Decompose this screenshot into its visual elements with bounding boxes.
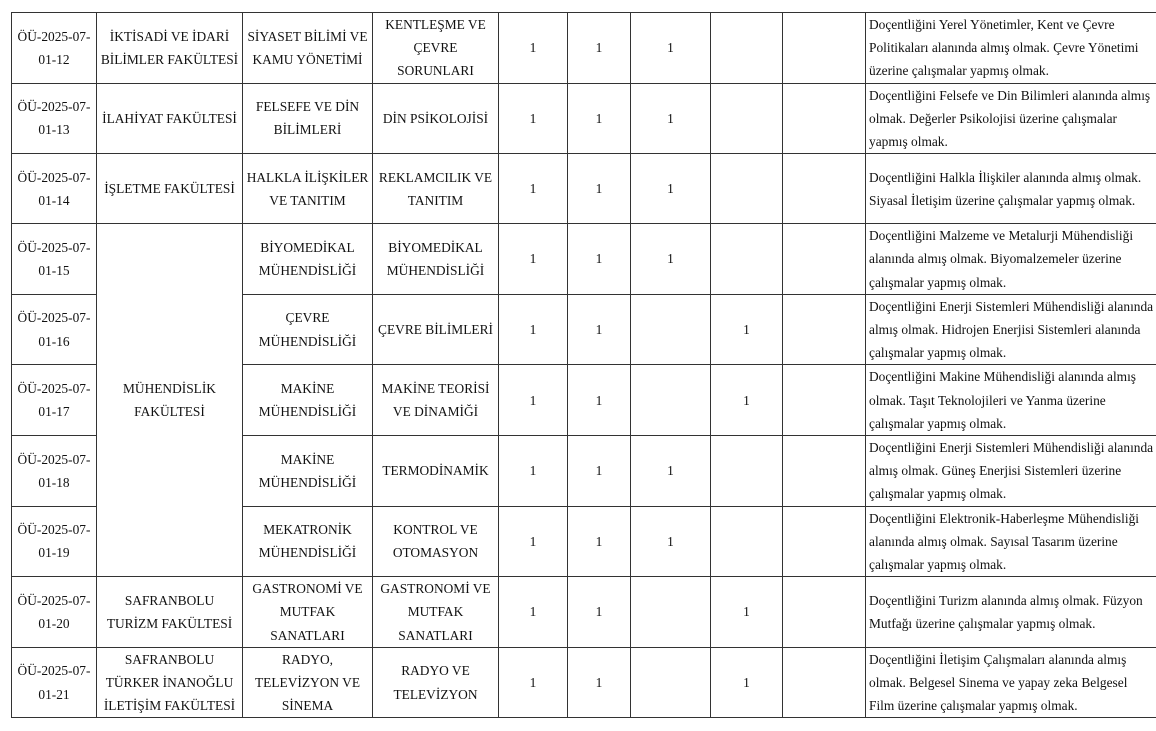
department-cell: RADYO, TELEVİZYON VE SİNEMA [243, 647, 373, 718]
faculty-cell: SAFRANBOLU TÜRKER İNANOĞLU İLETİŞİM FAKÜLTESİ [97, 647, 243, 718]
code-cell: ÖÜ-2025-07-01-17 [12, 365, 97, 436]
count-cell-4: 1 [711, 294, 783, 365]
department-cell: GASTRONOMİ VE MUTFAK SANATLARI [243, 577, 373, 648]
count-cell-5 [783, 224, 866, 295]
count-cell-2: 1 [568, 13, 631, 84]
table-row [12, 13, 1156, 84]
count-cell-1: 1 [499, 577, 568, 648]
count-cell-2: 1 [568, 365, 631, 436]
field-cell: REKLAMCILIK VE TANITIM [373, 154, 499, 224]
requirement-cell: Doçentliğini Makine Mühendisliği alanında almış olmak. Taşıt Teknolojileri ve Yanma üzerine çalışmalar yapmış olmak. [866, 365, 1156, 436]
table-row [12, 577, 1156, 648]
field-cell: RADYO VE TELEVİZYON [373, 647, 499, 718]
code-cell: ÖÜ-2025-07-01-20 [12, 577, 97, 648]
department-cell: BİYOMEDİKAL MÜHENDİSLİĞİ [243, 224, 373, 295]
positions-table [11, 12, 1156, 718]
table-row [12, 647, 1156, 718]
count-cell-5 [783, 83, 866, 154]
count-cell-4 [711, 506, 783, 577]
faculty-cell: İLAHİYAT FAKÜLTESİ [97, 83, 243, 154]
count-cell-4 [711, 224, 783, 295]
field-cell: GASTRONOMİ VE MUTFAK SANATLARI [373, 577, 499, 648]
count-cell-2: 1 [568, 83, 631, 154]
count-cell-3: 1 [631, 224, 711, 295]
code-cell: ÖÜ-2025-07-01-12 [12, 13, 97, 84]
code-cell: ÖÜ-2025-07-01-21 [12, 647, 97, 718]
count-cell-1: 1 [499, 294, 568, 365]
table-row [12, 83, 1156, 154]
requirement-cell: Doçentliğini Malzeme ve Metalurji Mühendisliği alanında almış olmak. Biyomalzemeler üzerine çalışmalar yapmış olmak. [866, 224, 1156, 295]
count-cell-4 [711, 436, 783, 507]
count-cell-4: 1 [711, 577, 783, 648]
code-cell: ÖÜ-2025-07-01-15 [12, 224, 97, 295]
count-cell-2: 1 [568, 436, 631, 507]
count-cell-5 [783, 577, 866, 648]
faculty-cell: MÜHENDİSLİK FAKÜLTESİ [97, 224, 243, 577]
count-cell-1: 1 [499, 154, 568, 224]
field-cell: ÇEVRE BİLİMLERİ [373, 294, 499, 365]
department-cell: FELSEFE VE DİN BİLİMLERİ [243, 83, 373, 154]
count-cell-3 [631, 294, 711, 365]
count-cell-4 [711, 154, 783, 224]
code-cell: ÖÜ-2025-07-01-16 [12, 294, 97, 365]
faculty-cell: İKTİSADİ VE İDARİ BİLİMLER FAKÜLTESİ [97, 13, 243, 84]
count-cell-2: 1 [568, 154, 631, 224]
count-cell-4 [711, 13, 783, 84]
field-cell: BİYOMEDİKAL MÜHENDİSLİĞİ [373, 224, 499, 295]
count-cell-1: 1 [499, 83, 568, 154]
count-cell-3: 1 [631, 436, 711, 507]
count-cell-5 [783, 13, 866, 84]
count-cell-2: 1 [568, 577, 631, 648]
count-cell-5 [783, 154, 866, 224]
requirement-cell: Doçentliğini Enerji Sistemleri Mühendisliği alanında almış olmak. Hidrojen Enerjisi Sistemleri alanında çalışmalar yapmış olmak. [866, 294, 1156, 365]
count-cell-5 [783, 365, 866, 436]
field-cell: KENTLEŞME VE ÇEVRE SORUNLARI [373, 13, 499, 84]
field-cell: MAKİNE TEORİSİ VE DİNAMİĞİ [373, 365, 499, 436]
department-cell: SİYASET BİLİMİ VE KAMU YÖNETİMİ [243, 13, 373, 84]
count-cell-3 [631, 365, 711, 436]
count-cell-3: 1 [631, 83, 711, 154]
department-cell: MEKATRONİK MÜHENDİSLİĞİ [243, 506, 373, 577]
code-cell: ÖÜ-2025-07-01-19 [12, 506, 97, 577]
requirement-cell: Doçentliğini Elektronik-Haberleşme Mühendisliği alanında almış olmak. Sayısal Tasarım üzerine çalışmalar yapmış olmak. [866, 506, 1156, 577]
code-cell: ÖÜ-2025-07-01-13 [12, 83, 97, 154]
faculty-cell: İŞLETME FAKÜLTESİ [97, 154, 243, 224]
count-cell-1: 1 [499, 436, 568, 507]
count-cell-3: 1 [631, 154, 711, 224]
count-cell-2: 1 [568, 224, 631, 295]
requirement-cell: Doçentliğini Yerel Yönetimler, Kent ve Çevre Politikaları alanında almış olmak. Çevre Yönetimi üzerine çalışmalar yapmış olmak. [866, 13, 1156, 84]
code-cell: ÖÜ-2025-07-01-18 [12, 436, 97, 507]
requirement-cell: Doçentliğini İletişim Çalışmaları alanında almış olmak. Belgesel Sinema ve yapay zeka Belgesel Film üzerine çalışmalar yapmış olmak. [866, 647, 1156, 718]
field-cell: DİN PSİKOLOJİSİ [373, 83, 499, 154]
field-cell: KONTROL VE OTOMASYON [373, 506, 499, 577]
count-cell-5 [783, 294, 866, 365]
count-cell-1: 1 [499, 506, 568, 577]
count-cell-4: 1 [711, 647, 783, 718]
count-cell-3: 1 [631, 506, 711, 577]
field-cell: TERMODİNAMİK [373, 436, 499, 507]
count-cell-1: 1 [499, 224, 568, 295]
count-cell-3 [631, 647, 711, 718]
requirement-cell: Doçentliğini Enerji Sistemleri Mühendisliği alanında almış olmak. Güneş Enerjisi Sistemleri üzerine çalışmalar yapmış olmak. [866, 436, 1156, 507]
requirement-cell: Doçentliğini Halkla İlişkiler alanında almış olmak. Siyasal İletişim üzerine çalışmalar yapmış olmak. [866, 154, 1156, 224]
count-cell-2: 1 [568, 294, 631, 365]
count-cell-5 [783, 436, 866, 507]
count-cell-3: 1 [631, 13, 711, 84]
table-row [12, 224, 1156, 295]
department-cell: ÇEVRE MÜHENDİSLİĞİ [243, 294, 373, 365]
count-cell-1: 1 [499, 13, 568, 84]
count-cell-4: 1 [711, 365, 783, 436]
count-cell-4 [711, 83, 783, 154]
count-cell-5 [783, 647, 866, 718]
department-cell: MAKİNE MÜHENDİSLİĞİ [243, 365, 373, 436]
count-cell-3 [631, 577, 711, 648]
requirement-cell: Doçentliğini Turizm alanında almış olmak. Füzyon Mutfağı üzerine çalışmalar yapmış olmak. [866, 577, 1156, 648]
requirement-cell: Doçentliğini Felsefe ve Din Bilimleri alanında almış olmak. Değerler Psikolojisi üzerine çalışmalar yapmış olmak. [866, 83, 1156, 154]
department-cell: HALKLA İLİŞKİLER VE TANITIM [243, 154, 373, 224]
faculty-cell: SAFRANBOLU TURİZM FAKÜLTESİ [97, 577, 243, 648]
count-cell-1: 1 [499, 647, 568, 718]
department-cell: MAKİNE MÜHENDİSLİĞİ [243, 436, 373, 507]
count-cell-1: 1 [499, 365, 568, 436]
table-row [12, 154, 1156, 224]
count-cell-2: 1 [568, 647, 631, 718]
count-cell-2: 1 [568, 506, 631, 577]
count-cell-5 [783, 506, 866, 577]
code-cell: ÖÜ-2025-07-01-14 [12, 154, 97, 224]
